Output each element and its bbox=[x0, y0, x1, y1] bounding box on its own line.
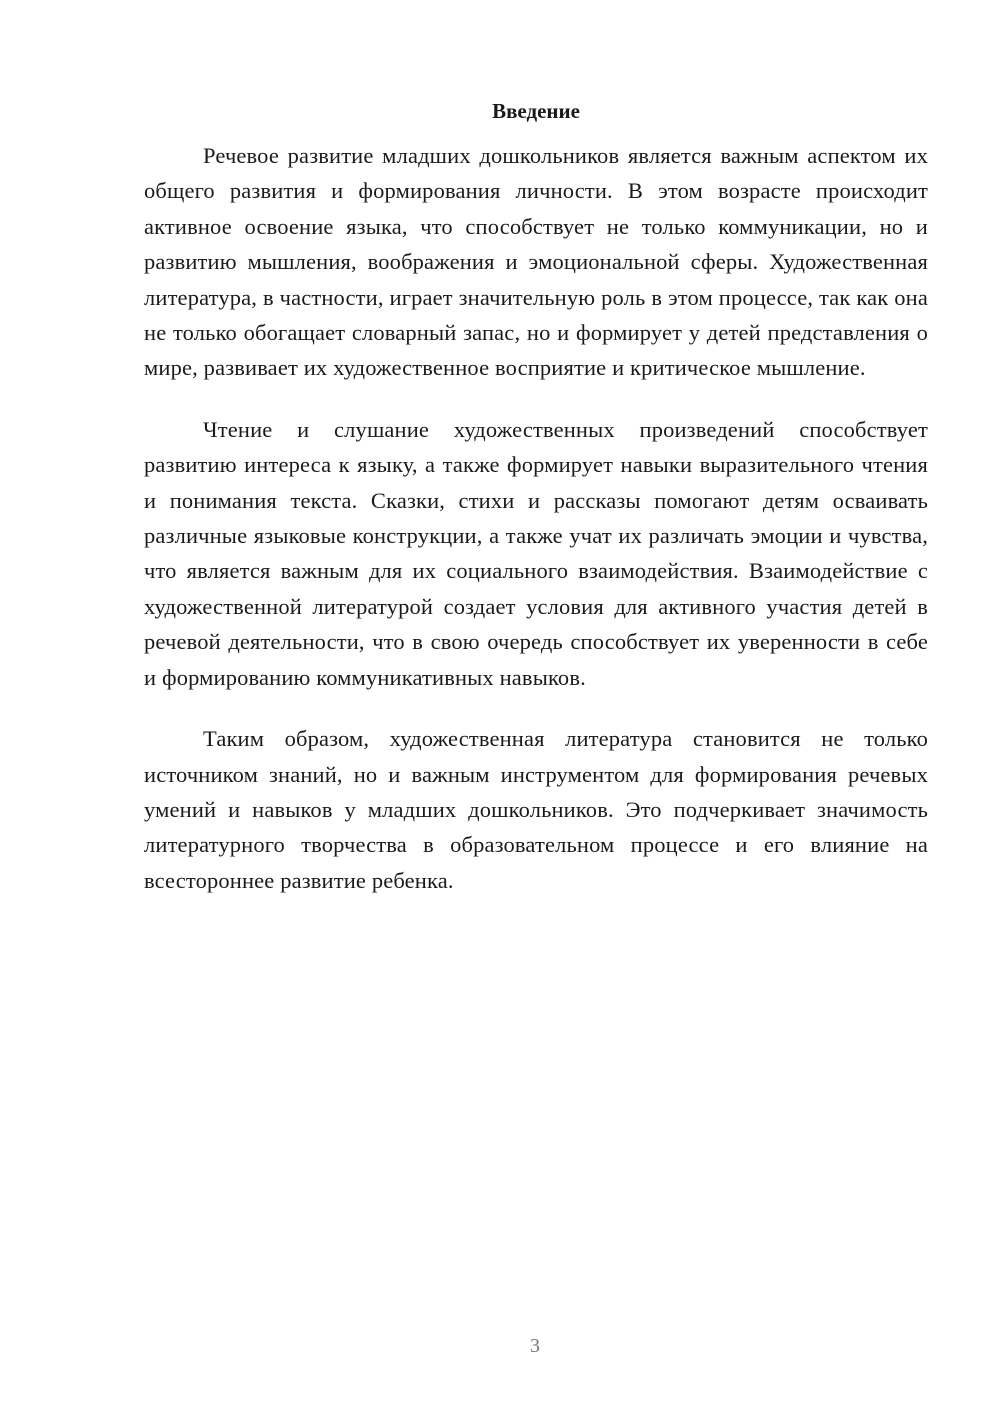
paragraph-3: Таким образом, художественная литература становится не только источником знаний, но и важным инструментом для формирования речевых умений и навыков у младших дошкольников. Это подчеркивает значимость литературного творчества в образовательном процессе и его влияние на всестороннее развитие ребенка. bbox=[144, 726, 928, 893]
paragraph-2: Чтение и слушание художественных произведений способствует развитию интереса к языку, а также формирует навыки выразительного чтения и понимания текста. Сказки, стихи и рассказы помогают детям осваивать различные языковые конструкции, а также учат их различать эмоции и чувства, что является важным для их социального взаимодействия. Взаимодействие с художественной литературой создает условия для активного участия детей в речевой деятельности, что в свою очередь способствует их уверенности в себе и формированию коммуникативных навыков. bbox=[144, 416, 928, 690]
page-content bbox=[144, 96, 928, 924]
section-title: Введение bbox=[492, 99, 580, 123]
page-number: 3 bbox=[530, 1335, 540, 1357]
paragraph-1: Речевое развитие младших дошкольников является важным аспектом их общего развития и формирования личности. В этом возрасте происходит активное освоение языка, что способствует не только коммуникации, но и развитию мышления, воображения и эмоциональной сферы. Художественная литература, в частности, играет значительную роль в этом процессе, так как она не только обогащает словарный запас, но и формирует у детей представления о мире, развивает их художественное восприятие и критическое мышление. bbox=[144, 143, 928, 381]
